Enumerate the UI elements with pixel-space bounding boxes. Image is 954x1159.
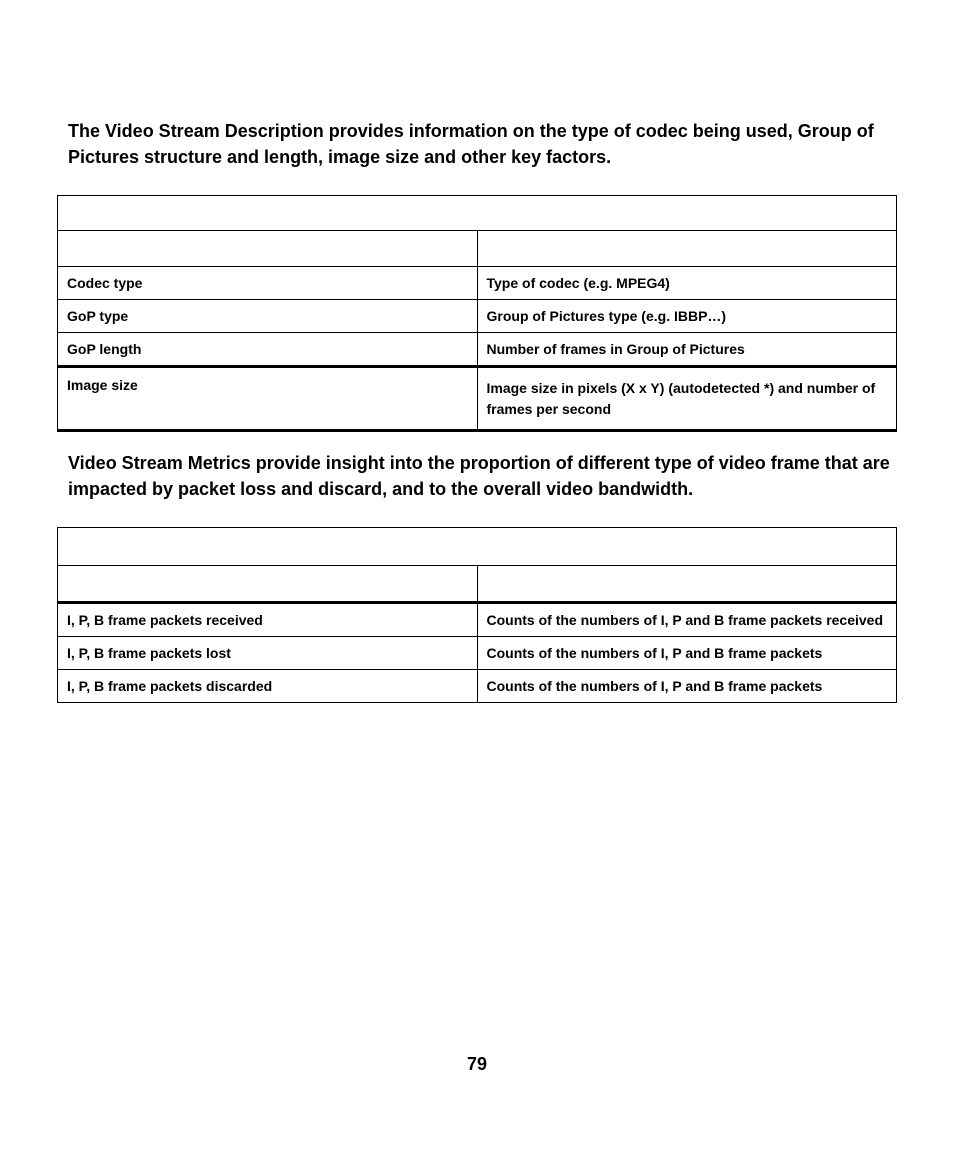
video-stream-description-table xyxy=(57,195,897,432)
page-number: 79 xyxy=(466,1054,488,1074)
intro-paragraph-video-stream-description: The Video Stream Description provides information on the type of codec being used, Group of Pictures structure and length, image size and other key factors. xyxy=(68,121,874,167)
row-description: Type of codec (e.g. MPEG4) xyxy=(477,267,897,300)
table-row xyxy=(58,603,897,637)
table-row xyxy=(58,367,897,431)
table-header-row xyxy=(58,231,897,267)
table-row xyxy=(58,670,897,703)
row-parameter: I, P, B frame packets discarded xyxy=(58,670,478,703)
row-parameter: I, P, B frame packets lost xyxy=(58,637,478,670)
table-title-cell xyxy=(58,528,897,566)
row-description: Counts of the numbers of I, P and B frame packets received xyxy=(477,603,897,637)
video-stream-metrics-table xyxy=(57,527,897,703)
table-title-row xyxy=(58,528,897,566)
table-row xyxy=(58,300,897,333)
row-description: Counts of the numbers of I, P and B frame packets xyxy=(477,670,897,703)
table-header-row xyxy=(58,566,897,603)
row-parameter: I, P, B frame packets received xyxy=(58,603,478,637)
row-description: Counts of the numbers of I, P and B frame packets xyxy=(477,637,897,670)
row-parameter: GoP type xyxy=(58,300,478,333)
table-row xyxy=(58,637,897,670)
row-description: Group of Pictures type (e.g. IBBP…) xyxy=(477,300,897,333)
row-parameter: Image size xyxy=(58,367,478,431)
intro-paragraph-video-stream-metrics: Video Stream Metrics provide insight into the proportion of different type of video frame that are impacted by packet loss and discard, and to the overall video bandwidth. xyxy=(68,453,890,499)
table-row xyxy=(58,267,897,300)
row-description: Image size in pixels (X x Y) (autodetected *) and number of frames per second xyxy=(477,367,897,431)
row-parameter: GoP length xyxy=(58,333,478,367)
table-title-cell xyxy=(58,196,897,231)
header-cell-parameter xyxy=(58,566,478,603)
table-title-row xyxy=(58,196,897,231)
header-cell-parameter xyxy=(58,231,478,267)
header-cell-description xyxy=(477,566,897,603)
row-parameter: Codec type xyxy=(58,267,478,300)
header-cell-description xyxy=(477,231,897,267)
table-row xyxy=(58,333,897,367)
row-description: Number of frames in Group of Pictures xyxy=(477,333,897,367)
